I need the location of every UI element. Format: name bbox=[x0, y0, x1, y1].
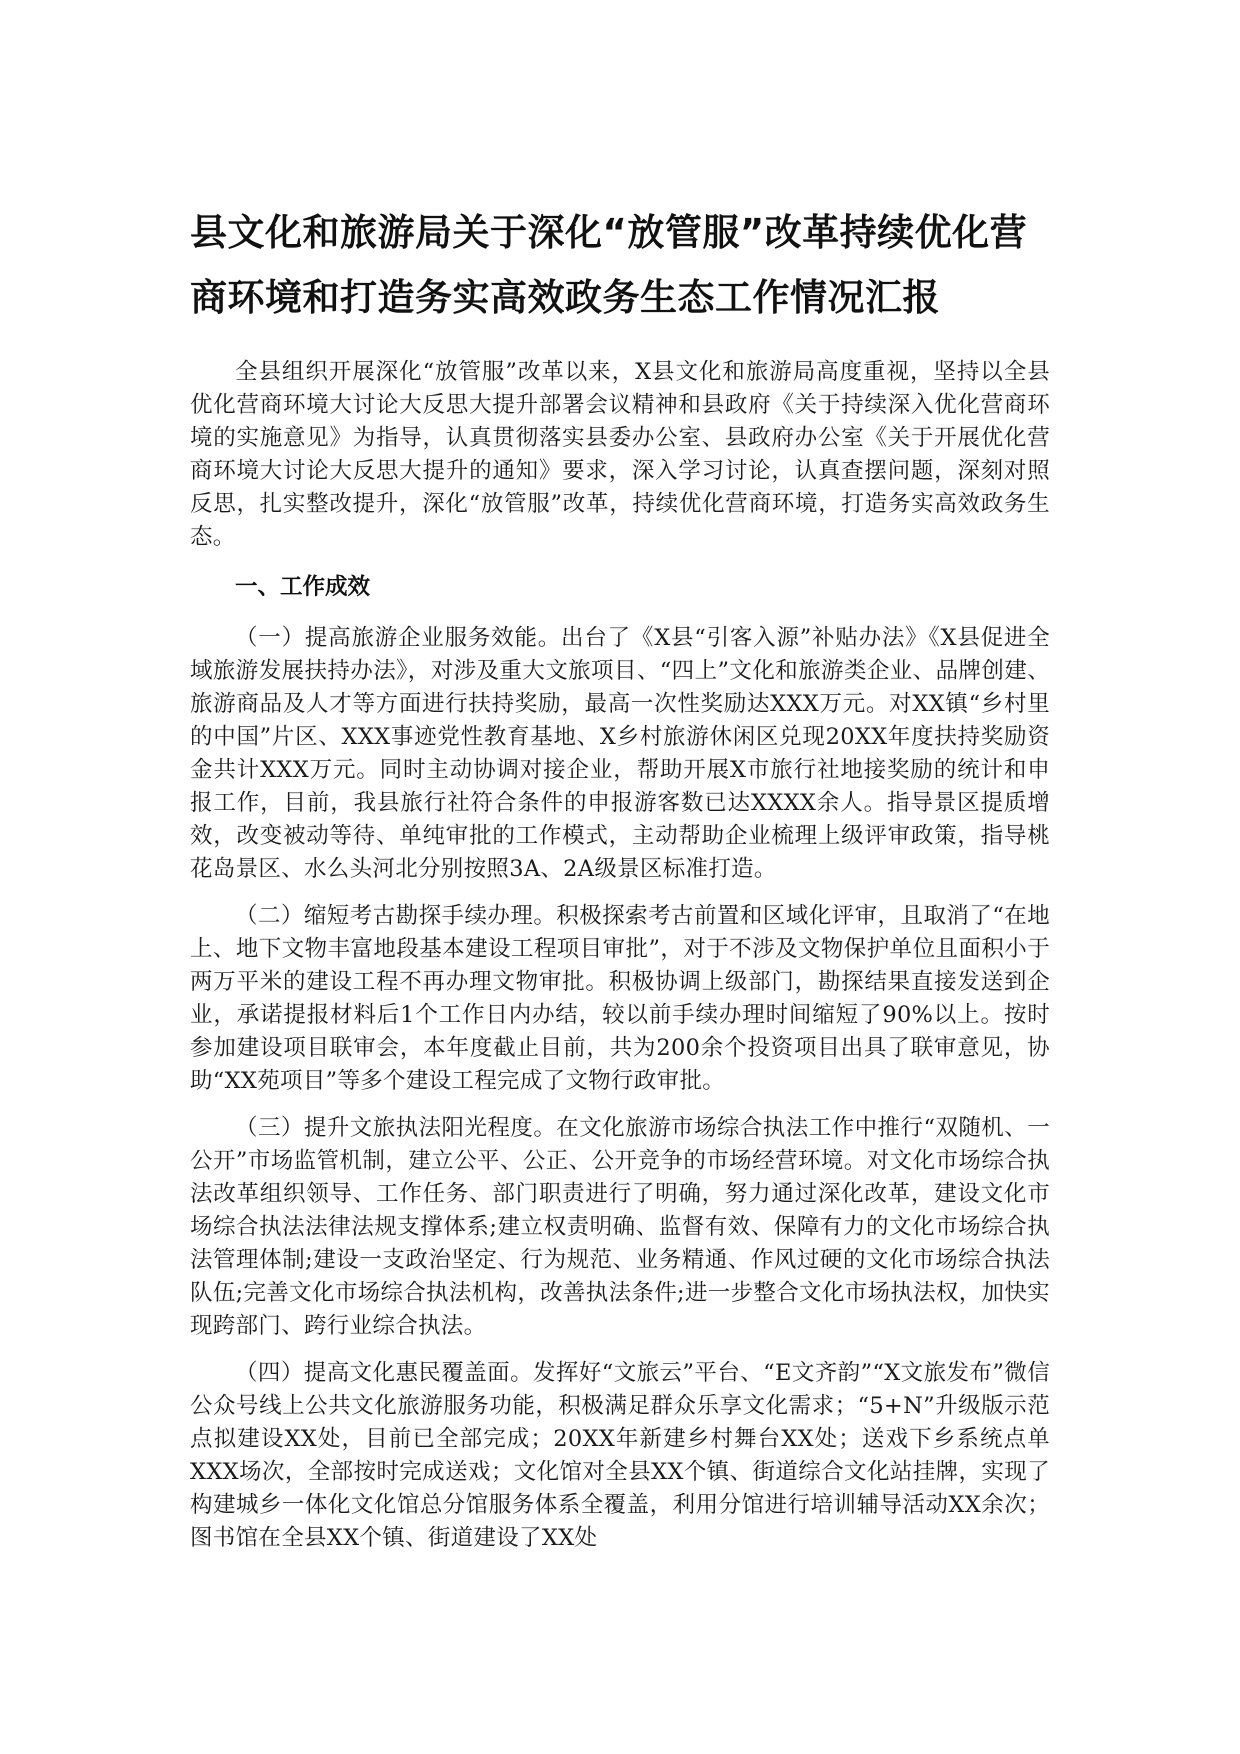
paragraph-1: （一）提高旅游企业服务效能。出台了《X县“引客入源”补贴办法》《X县促进全域旅游发展扶持办法》，对涉及重大文旅项目、“四上”文化和旅游类企业、品牌创建、旅游商品及人才等方面进行扶持奖励，最高一次性奖励达XXX万元。对XX镇“乡村里的中国”片区、XXX事迹党性教育基地、X乡村旅游休闲区兑现20XX年度扶持奖励资金共计XXX万元。同时主动协调对接企业，帮助开展X市旅行社地接奖励的统计和申报工作，目前，我县旅行社符合条件的申报游客数已达XXXX余人。指导景区提质增效，改变被动等待、单纯审批的工作模式，主动帮助企业梳理上级评审政策，指导桃花岛景区、水么头河北分别按照3A、2A级景区标准打造。 bbox=[190, 625, 1050, 882]
document-body bbox=[190, 200, 1050, 1569]
paragraph-2: （二）缩短考古勘探手续办理。积极探索考古前置和区域化评审，且取消了“在地上、地下文物丰富地段基本建设工程项目审批”，对于不涉及文物保护单位且面积小于两万平米的建设工程不再办理文物审批。积极协调上级部门，勘探结果直接发送到企业，承诺提报材料后1个工作日内办结，较以前手续办理时间缩短了90%以上。按时参加建设项目联审会，本年度截止目前，共为200余个投资项目出具了联审意见，协助“XX苑项目”等多个建设工程完成了文物行政审批。 bbox=[190, 903, 1050, 1094]
paragraph-3: （三）提升文旅执法阳光程度。在文化旅游市场综合执法工作中推行“双随机、一公开”市场监管机制，建立公平、公正、公开竞争的市场经营环境。对文化市场综合执法改革组织领导、工作任务、部门职责进行了明确，努力通过深化改革，建设文化市场综合执法法律法规支撑体系;建立权责明确、监督有效、保障有力的文化市场综合执法管理体制;建设一支政治坚定、行为规范、业务精通、作风过硬的文化市场综合执法队伍;完善文化市场综合执法机构，改善执法条件;进一步整合文化市场执法权，加快实现跨部门、跨行业综合执法。 bbox=[190, 1115, 1050, 1339]
section-heading: 一、工作成效 bbox=[235, 574, 371, 600]
document-title: 县文化和旅游局关于深化“放管服”改革持续优化营商环境和打造务实高效政务生态工作情况汇报 bbox=[190, 211, 1028, 319]
paragraph-4: （四）提高文化惠民覆盖面。发挥好“文旅云”平台、“E文齐韵”“X文旅发布”微信公众号线上公共文化旅游服务功能，积极满足群众乐享文化需求；“5+N”升级版示范点拟建设XX处，目前已全部完成；20XX年新建乡村舞台XX处；送戏下乡系统点单XXX场次，全部按时完成送戏；文化馆对全县XX个镇、街道综合文化站挂牌，实现了构建城乡一体化文化馆总分馆服务体系全覆盖，利用分馆进行培训辅导活动XX余次；图书馆在全县XX个镇、街道建设了XX处 bbox=[190, 1360, 1050, 1551]
intro-paragraph: 全县组织开展深化“放管服”改革以来，X县文化和旅游局高度重视，坚持以全县优化营商环境大讨论大反思大提升部署会议精神和县政府《关于持续深入优化营商环境的实施意见》为指导，认真贯彻落实县委办公室、县政府办公室《关于开展优化营商环境大讨论大反思大提升的通知》要求，深入学习讨论，认真查摆问题，深刻对照反思，扎实整改提升，深化“放管服”改革，持续优化营商环境，打造务实高效政务生态。 bbox=[190, 359, 1050, 550]
